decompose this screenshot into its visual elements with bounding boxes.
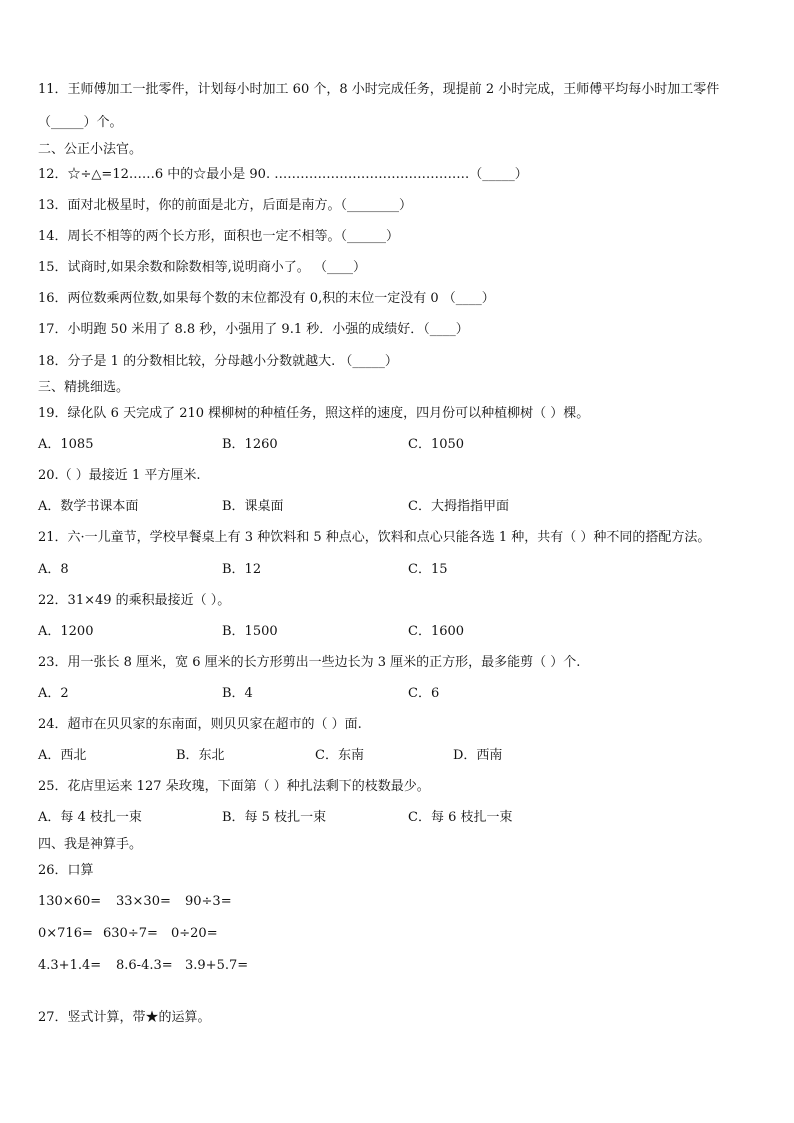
option-b: B．4 — [222, 686, 253, 701]
question-11-line1: 11．王师傅加工一批零件，计划每小时加工 60 个，8 小时完成任务，现提前 2 小时完成，王师傅平均每小时加工零件 — [38, 82, 720, 97]
option-b: B．东北 — [176, 748, 225, 763]
section-2-heading: 二、公正小法官。 — [38, 142, 143, 157]
question-26-title: 26．口算 — [38, 863, 94, 878]
option-b: B．12 — [222, 562, 262, 577]
option-b: B．1500 — [222, 624, 278, 639]
question-27: 27．竖式计算，带★的运算。 — [38, 1010, 211, 1025]
option-a: A．8 — [38, 562, 69, 577]
judge-question-14: 14．周长不相等的两个长方形，面积也一定不相等。（______） — [38, 229, 400, 244]
option-d: D．西南 — [453, 748, 503, 763]
mental-math-item: 130×60= — [38, 894, 102, 909]
choice-question-20: 20.（ ）最接近 1 平方厘米. — [38, 468, 201, 483]
mental-math-item: 0×716= — [38, 926, 93, 941]
mental-math-item: 4.3+1.4= — [38, 958, 102, 973]
choice-question-19: 19．绿化队 6 天完成了 210 棵柳树的种植任务，照这样的速度，四月份可以种植柳树（ ）棵。 — [38, 406, 590, 421]
choice-question-25: 25．花店里运来 127 朵玫瑰，下面第（ ）种扎法剩下的枝数最少。 — [38, 779, 430, 794]
option-b: B．课桌面 — [222, 499, 284, 514]
option-c: C．每 6 枝扎一束 — [408, 810, 513, 825]
option-c: C．15 — [408, 562, 448, 577]
option-a: A．每 4 枝扎一束 — [38, 810, 142, 825]
judge-question-17: 17．小明跑 50 米用了 8.8 秒，小强用了 9.1 秒．小强的成绩好．（____） — [38, 322, 469, 337]
mental-math-item: 90÷3= — [185, 894, 232, 909]
choice-question-24: 24．超市在贝贝家的东南面，则贝贝家在超市的（ ）面. — [38, 717, 362, 732]
option-a: A．数学书课本面 — [38, 499, 139, 514]
option-c: C．1050 — [408, 437, 465, 452]
option-a: A．1085 — [38, 437, 94, 452]
option-c: C．大拇指指甲面 — [408, 499, 509, 514]
choice-question-21: 21．六·一儿童节，学校早餐桌上有 3 种饮料和 5 种点心，饮料和点心只能各选 1 种，共有（ ）种不同的搭配方法。 — [38, 530, 711, 545]
option-c: C．东南 — [315, 748, 364, 763]
section-4-heading: 四、我是神算手。 — [38, 837, 143, 852]
mental-math-item: 0÷20= — [171, 926, 218, 941]
mental-math-item: 630÷7= — [103, 926, 158, 941]
judge-question-12: 12．☆÷△=12……6 中的☆最小是 90. ………………………………………（_____） — [38, 167, 528, 182]
mental-math-item: 3.9+5.7= — [185, 958, 249, 973]
question-11-line2: （_____）个。 — [38, 115, 123, 130]
mental-math-item: 8.6-4.3= — [116, 958, 173, 973]
judge-question-16: 16．两位数乘两位数,如果每个数的末位都没有 0,积的末位一定没有 0 （____） — [38, 291, 495, 306]
option-a: A．2 — [38, 686, 69, 701]
section-3-heading: 三、精挑细选。 — [38, 380, 130, 395]
option-b: B．每 5 枝扎一束 — [222, 810, 327, 825]
judge-question-13: 13．面对北极星时，你的前面是北方，后面是南方。（________） — [38, 198, 413, 213]
option-a: A．1200 — [38, 624, 94, 639]
option-c: C．1600 — [408, 624, 465, 639]
option-b: B．1260 — [222, 437, 278, 452]
choice-question-22: 22．31×49 的乘积最接近（ ）。 — [38, 593, 231, 608]
choice-question-23: 23．用一张长 8 厘米，宽 6 厘米的长方形剪出一些边长为 3 厘米的正方形，最多能剪（ ）个. — [38, 655, 581, 670]
judge-question-18: 18．分子是 1 的分数相比较，分母越小分数就越大. （_____） — [38, 354, 398, 369]
option-a: A．西北 — [38, 748, 87, 763]
option-c: C．6 — [408, 686, 440, 701]
judge-question-15: 15．试商时,如果余数和除数相等,说明商小了。 （____） — [38, 260, 366, 275]
mental-math-item: 33×30= — [116, 894, 171, 909]
